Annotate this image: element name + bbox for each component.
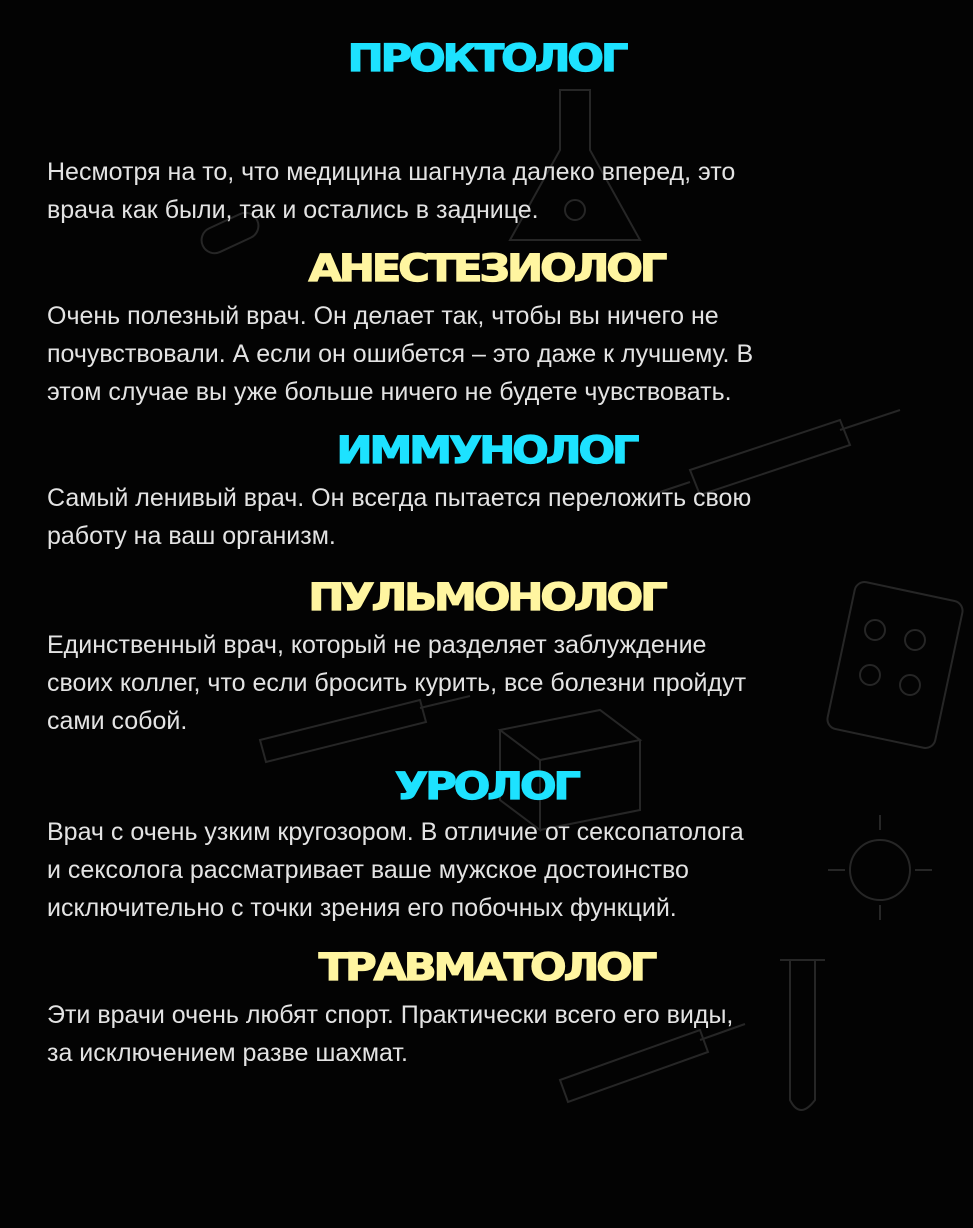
heading-urologist: УРОЛОГ — [395, 765, 578, 809]
paragraph-immunologist: Самый ленивый врач. Он всегда пытается переложить свою работу на ваш организм. — [47, 484, 752, 550]
paragraph-pulmonologist: Единственный врач, который не разделяет заблуждение своих коллег, что если бросить курить, все болезни пройдут сами собой. — [47, 631, 747, 735]
paragraph-urologist: Врач с очень узким кругозором. В отличие от сексопатолога и сексолога рассматривает ваше мужское достоинство исключительно с точки зрения его побочных функций. — [47, 818, 744, 922]
heading-immunologist: ИММУНОЛОГ — [336, 429, 637, 473]
paragraph-anesthesiologist: Очень полезный врач. Он делает так, чтобы вы ничего не почувствовали. А если он ошибется – это даже к лучшему. В этом случае вы уже больше ничего не будете чувствовать. — [47, 302, 754, 406]
paragraph-traumatologist: Эти врачи очень любят спорт. Практически всего его виды, за исключением разве шахмат. — [47, 1001, 734, 1067]
heading-anesthesiologist: АНЕСТЕЗИОЛОГ — [308, 247, 665, 291]
heading-pulmonologist: ПУЛЬМОНОЛОГ — [308, 576, 665, 620]
heading-traumatologist: ТРАВМАТОЛОГ — [318, 946, 655, 990]
heading-proctologist: ПРОКТОЛОГ — [347, 37, 626, 81]
paragraph-proctologist: Несмотря на то, что медицина шагнула далеко вперед, это врача как были, так и остались в заднице. — [47, 158, 736, 224]
